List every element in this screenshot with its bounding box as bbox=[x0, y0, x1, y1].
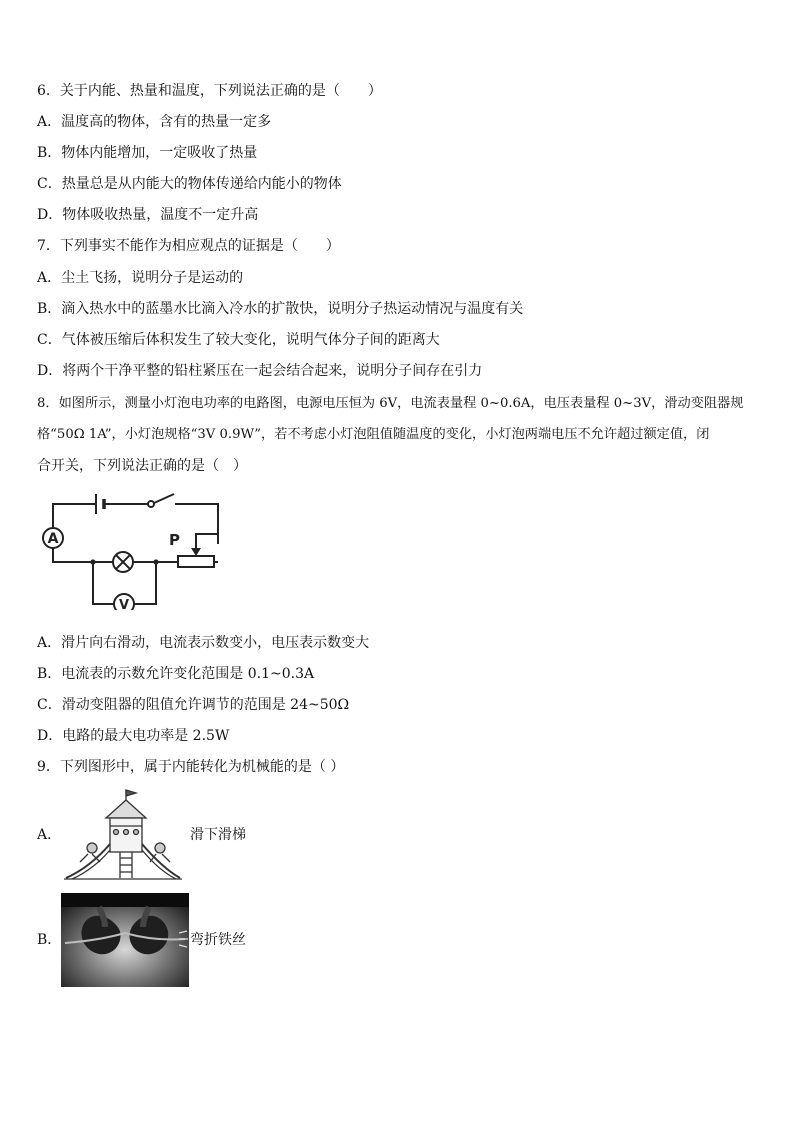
q9-option-a-caption: 滑下滑梯 bbox=[190, 827, 246, 843]
q9-option-b-letter: B． bbox=[37, 932, 62, 948]
q6-option-c: C．热量总是从内能大的物体传递给内能小的物体 bbox=[37, 176, 342, 192]
q9-option-a-letter: A． bbox=[37, 827, 62, 843]
q7-option-c: C．气体被压缩后体积发生了较大变化，说明气体分子间的距离大 bbox=[37, 332, 440, 348]
slide-picture bbox=[64, 788, 182, 882]
q9-stem: 9．下列图形中，属于内能转化为机械能的是（ ） bbox=[37, 759, 345, 775]
bending-wire-picture bbox=[61, 893, 189, 987]
q6-option-d: D．物体吸收热量，温度不一定升高 bbox=[37, 207, 259, 223]
q8-option-c: C．滑动变阻器的阻值允许调节的范围是 24~50Ω bbox=[37, 697, 350, 713]
q8-stem-line-1: 8．如图所示，测量小灯泡电功率的电路图，电源电压恒为 6V，电流表量程 0~0.6A，电压表量程 0~3V，滑动变阻器规 bbox=[37, 396, 744, 411]
q7-stem: 7．下列事实不能作为相应观点的证据是（ ） bbox=[37, 238, 340, 254]
slider-label: P bbox=[169, 531, 180, 549]
q7-option-d: D．将两个干净平整的铅柱紧压在一起会结合起来，说明分子间存在引力 bbox=[37, 363, 483, 379]
q8-stem-line-3: 合开关，下列说法正确的是（ ） bbox=[37, 458, 247, 474]
q6-option-a: A．温度高的物体，含有的热量一定多 bbox=[37, 114, 272, 130]
circuit-diagram bbox=[38, 490, 228, 610]
q8-stem-line-2: 格“50Ω 1A”，小灯泡规格“3V 0.9W”，若不考虑小灯泡阻值随温度的变化，小灯泡两端电压不允许超过额定值，闭 bbox=[37, 427, 710, 442]
voltmeter-label: V bbox=[118, 598, 130, 610]
q7-option-b: B．滴入热水中的蓝墨水比滴入冷水的扩散快，说明分子热运动情况与温度有关 bbox=[37, 301, 524, 317]
q8-option-b: B．电流表的示数允许变化范围是 0.1~0.3A bbox=[37, 666, 315, 682]
q8-option-a: A．滑片向右滑动，电流表示数变小，电压表示数变大 bbox=[37, 635, 370, 651]
q6-option-b: B．物体内能增加，一定吸收了热量 bbox=[37, 145, 258, 161]
q7-option-a: A．尘土飞扬，说明分子是运动的 bbox=[37, 270, 244, 286]
q9-option-b-caption: 弯折铁丝 bbox=[190, 932, 246, 948]
ammeter-label: A bbox=[47, 531, 59, 547]
q8-option-d: D．电路的最大电功率是 2.5W bbox=[37, 728, 230, 744]
q6-stem: 6．关于内能、热量和温度，下列说法正确的是（ ） bbox=[37, 83, 382, 99]
